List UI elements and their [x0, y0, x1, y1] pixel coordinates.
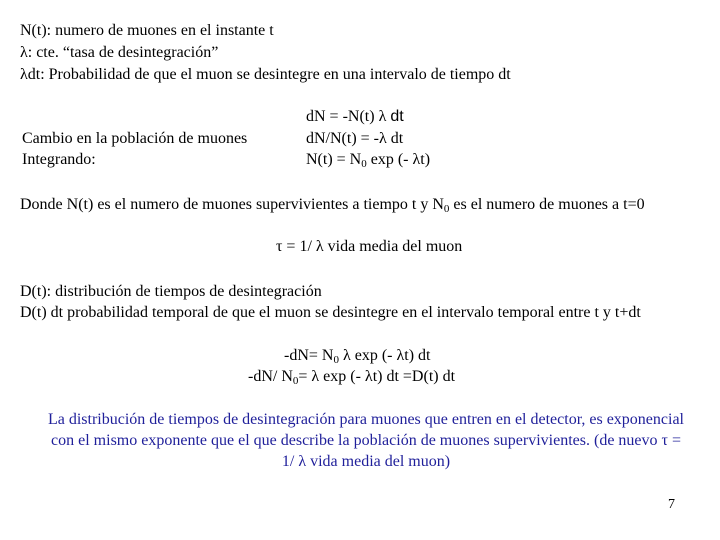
equation-dn [306, 106, 404, 127]
distribution-equation-1-b: λ exp (- λt) dt [338, 347, 431, 364]
distribution-equation-2-b: = λ exp (- λt) dt =D(t) dt [298, 368, 456, 385]
label-population-change: Cambio en la población de muones [22, 130, 248, 147]
distribution-equation-1-a: -dN= N [284, 347, 334, 364]
page-number: 7 [668, 497, 675, 512]
definition-n-of-t: N(t): numero de muones en el instante t [20, 22, 274, 39]
definition-lambda: λ: cte. “tasa de desintegración” [20, 44, 219, 61]
definition-lambda-dt: λdt: Probabilidad de que el muon se desintegre en una intervalo de tiempo dt [20, 66, 511, 83]
equation-n-of-t-b: exp (- λt) [366, 151, 431, 168]
tau-definition: τ = 1/ λ vida media del muon [276, 238, 463, 255]
distribution-equation-2 [248, 366, 455, 387]
equation-n-of-t-sub: 0 [361, 158, 367, 170]
equation-dn-main: dN = -N(t) λ [306, 108, 391, 125]
distribution-equation-1 [284, 345, 430, 366]
equation-dn-dt: dt [390, 108, 404, 125]
distribution-definition: D(t): distribución de tiempos de desintegración [20, 283, 322, 300]
equation-dn-over-n: dN/N(t) = -λ dt [306, 130, 404, 147]
distribution-equation-2-a: -dN/ N [248, 368, 293, 385]
distribution-equation-1-sub: 0 [333, 354, 339, 366]
survivors-paragraph [20, 194, 700, 215]
survivors-text-sub: 0 [443, 203, 450, 215]
survivors-text-b: es el numero de muones a t=0 [449, 196, 645, 213]
conclusion-paragraph: La distribución de tiempos de desintegración para muones que entren en el detector, es exponencial con el mismo exponente que el que describe la población de muones supervivientes. (de nuevo τ = 1/ λ vida media del muon) [47, 411, 684, 470]
distribution-probability: D(t) dt probabilidad temporal de que el muon se desintegre en el intervalo temporal entre t y t+dt [20, 304, 641, 321]
distribution-equation-2-sub: 0 [292, 375, 299, 387]
survivors-text-a: Donde N(t) es el numero de muones supervivientes a tiempo t y N [20, 196, 444, 213]
equation-n-of-t [306, 149, 430, 170]
label-integrating: Integrando: [22, 151, 96, 168]
equation-n-of-t-a: N(t) = N [306, 151, 362, 168]
